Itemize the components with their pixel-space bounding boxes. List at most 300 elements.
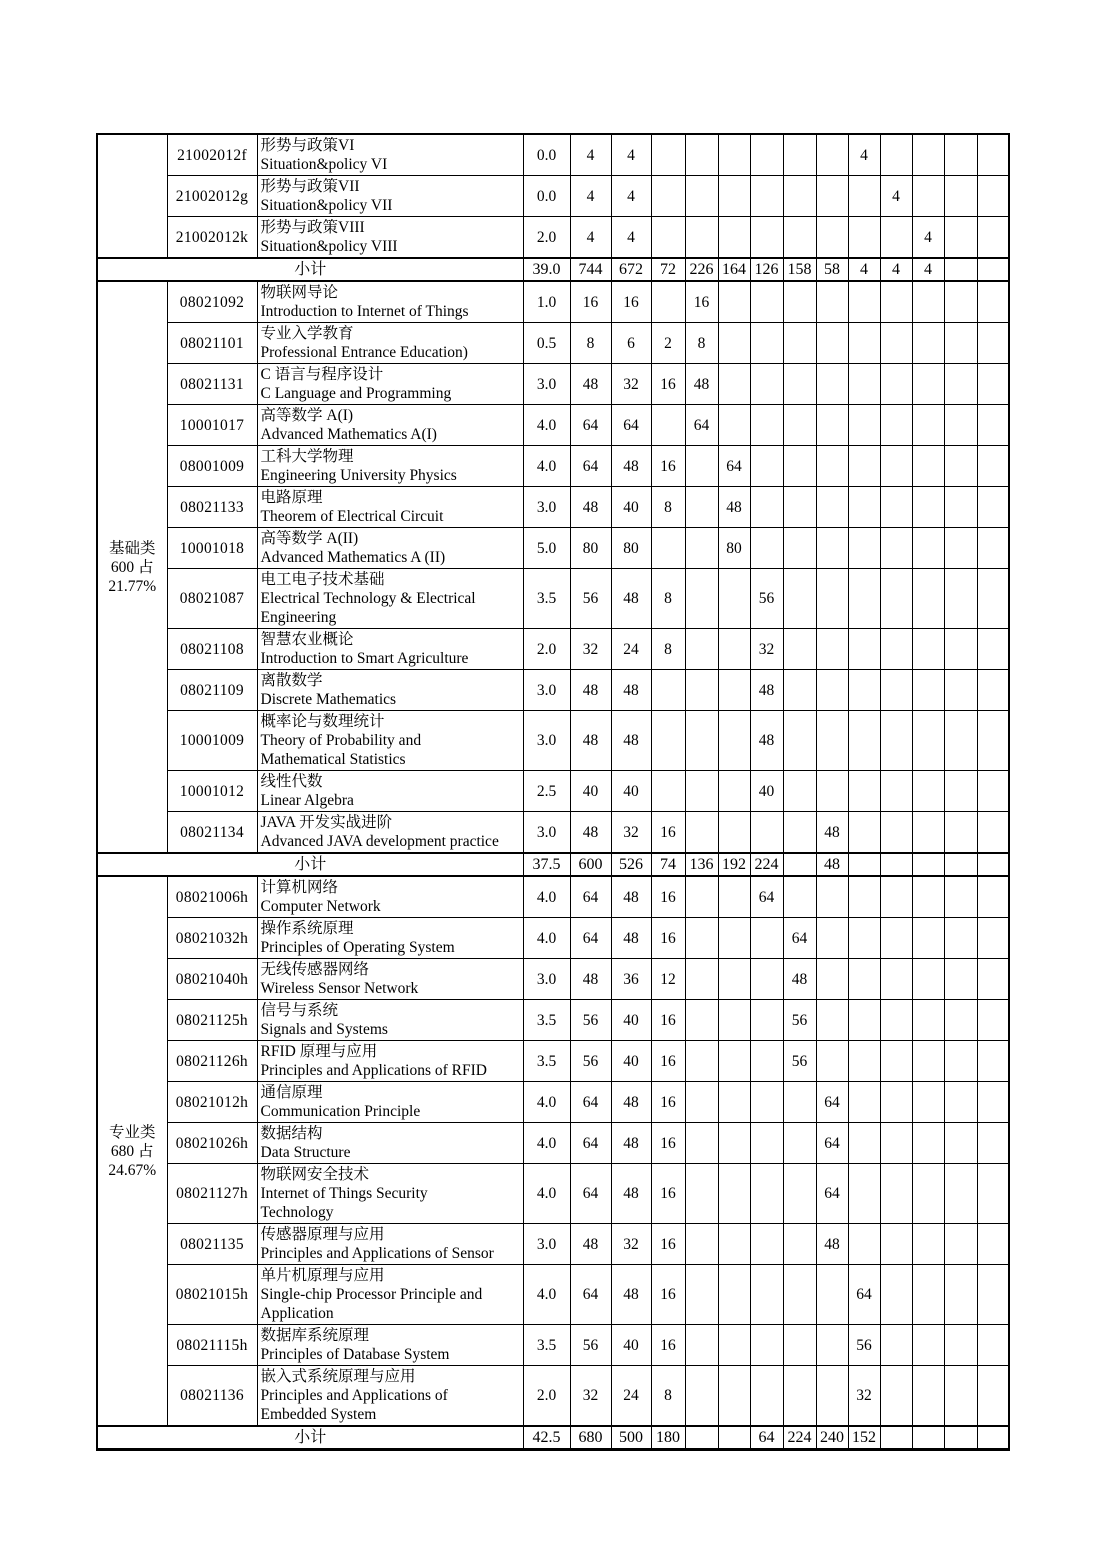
semester-4-hours-cell xyxy=(783,1366,816,1427)
practice-hours-cell: 16 xyxy=(651,364,685,405)
course-code-cell: 21002012f xyxy=(167,134,257,176)
credits-cell: 3.0 xyxy=(523,959,570,1000)
semester-2-hours-cell xyxy=(718,323,750,364)
total-hours-cell: 64 xyxy=(570,405,611,446)
course-name-en-line: Mathematical Statistics xyxy=(260,751,406,768)
practice-hours-cell xyxy=(651,176,685,217)
semester-4-hours-cell xyxy=(783,528,816,569)
subtotal-practice-cell: 74 xyxy=(651,853,685,876)
semester-2-hours-cell xyxy=(718,217,750,259)
practice-hours-cell xyxy=(651,771,685,812)
semester-8-hours-cell xyxy=(912,670,944,711)
course-name-zh: 单片机原理与应用 xyxy=(260,1267,385,1284)
practice-hours-cell: 16 xyxy=(651,446,685,487)
total-hours-cell: 48 xyxy=(570,487,611,528)
course-name-cell xyxy=(257,323,523,364)
course-name-zh: 专业入学教育 xyxy=(260,325,354,342)
semester-1-hours-cell xyxy=(685,569,718,629)
table-row xyxy=(97,1366,1009,1427)
course-name-cell xyxy=(257,629,523,670)
course-name-cell xyxy=(257,446,523,487)
credits-cell: 4.0 xyxy=(523,1082,570,1123)
semester-8-hours-cell: 4 xyxy=(912,217,944,259)
semester-2-hours-cell xyxy=(718,629,750,670)
semester-4-hours-cell xyxy=(783,711,816,771)
semester-5-hours-cell xyxy=(816,1265,848,1325)
table-row xyxy=(97,1164,1009,1224)
lecture-hours-cell: 36 xyxy=(611,959,651,1000)
credits-cell: 2.0 xyxy=(523,629,570,670)
semester-3-hours-cell xyxy=(750,1000,783,1041)
course-code-cell: 08001009 xyxy=(167,446,257,487)
practice-hours-cell xyxy=(651,670,685,711)
extra-cell xyxy=(944,918,977,959)
practice-hours-cell xyxy=(651,217,685,259)
course-code-cell: 08021136 xyxy=(167,1366,257,1427)
total-hours-cell: 56 xyxy=(570,569,611,629)
total-hours-cell: 56 xyxy=(570,1000,611,1041)
extra-cell xyxy=(977,918,1009,959)
course-name-cell xyxy=(257,918,523,959)
course-name-en-line: Discrete Mathematics xyxy=(260,691,397,708)
lecture-hours-cell: 4 xyxy=(611,134,651,176)
semester-8-hours-cell xyxy=(912,1366,944,1427)
semester-4-hours-cell xyxy=(783,364,816,405)
table-row xyxy=(97,629,1009,670)
semester-2-hours-cell xyxy=(718,1082,750,1123)
semester-3-hours-cell: 32 xyxy=(750,629,783,670)
lecture-hours-cell: 48 xyxy=(611,569,651,629)
credits-cell: 4.0 xyxy=(523,876,570,918)
semester-5-hours-cell xyxy=(816,528,848,569)
subtotal-semester-7-cell xyxy=(880,853,912,876)
semester-6-hours-cell xyxy=(848,405,880,446)
extra-cell xyxy=(944,853,977,876)
semester-5-hours-cell xyxy=(816,711,848,771)
course-name-zh: 智慧农业概论 xyxy=(260,631,354,648)
lecture-hours-cell: 48 xyxy=(611,918,651,959)
credits-cell: 3.0 xyxy=(523,711,570,771)
semester-5-hours-cell xyxy=(816,446,848,487)
course-name-zh: 无线传感器网络 xyxy=(260,961,370,978)
semester-2-hours-cell: 64 xyxy=(718,446,750,487)
semester-3-hours-cell xyxy=(750,1224,783,1265)
course-code-cell: 08021101 xyxy=(167,323,257,364)
practice-hours-cell: 16 xyxy=(651,1123,685,1164)
semester-4-hours-cell: 48 xyxy=(783,959,816,1000)
semester-3-hours-cell: 56 xyxy=(750,569,783,629)
subtotal-lecture-cell: 526 xyxy=(611,853,651,876)
extra-cell xyxy=(944,1082,977,1123)
credits-cell: 3.5 xyxy=(523,1041,570,1082)
semester-2-hours-cell xyxy=(718,670,750,711)
credits-cell: 0.0 xyxy=(523,176,570,217)
semester-2-hours-cell xyxy=(718,569,750,629)
course-name-en-line: Theory of Probability and xyxy=(260,732,422,749)
semester-4-hours-cell xyxy=(783,1325,816,1366)
course-name-zh: 数据库系统原理 xyxy=(260,1327,370,1344)
semester-3-hours-cell xyxy=(750,176,783,217)
course-name-cell xyxy=(257,1041,523,1082)
semester-5-hours-cell xyxy=(816,918,848,959)
semester-1-hours-cell xyxy=(685,876,718,918)
semester-8-hours-cell xyxy=(912,487,944,528)
lecture-hours-cell: 40 xyxy=(611,771,651,812)
category-cell xyxy=(97,876,167,1426)
course-name-en-line: Wireless Sensor Network xyxy=(260,980,419,997)
semester-5-hours-cell: 64 xyxy=(816,1082,848,1123)
course-name-cell xyxy=(257,217,523,259)
subtotal-semester-4-cell xyxy=(783,853,816,876)
category-label-line: 600 占 xyxy=(110,558,154,576)
total-hours-cell: 64 xyxy=(570,446,611,487)
course-name-en-line: Situation&policy VIII xyxy=(260,238,398,255)
semester-7-hours-cell xyxy=(880,134,912,176)
semester-3-hours-cell xyxy=(750,959,783,1000)
course-name-cell xyxy=(257,569,523,629)
credits-cell: 3.0 xyxy=(523,812,570,854)
course-code-cell: 08021092 xyxy=(167,281,257,323)
subtotal-semester-6-cell: 152 xyxy=(848,1426,880,1449)
semester-1-hours-cell xyxy=(685,487,718,528)
course-name-zh: 信号与系统 xyxy=(260,1002,339,1019)
semester-5-hours-cell xyxy=(816,569,848,629)
total-hours-cell: 48 xyxy=(570,812,611,854)
semester-5-hours-cell xyxy=(816,134,848,176)
semester-2-hours-cell: 80 xyxy=(718,528,750,569)
semester-8-hours-cell xyxy=(912,959,944,1000)
table-row xyxy=(97,323,1009,364)
total-hours-cell: 4 xyxy=(570,176,611,217)
semester-2-hours-cell xyxy=(718,1224,750,1265)
category-label-line: 基础类 xyxy=(108,539,156,557)
total-hours-cell: 32 xyxy=(570,1366,611,1427)
semester-4-hours-cell xyxy=(783,812,816,854)
semester-1-hours-cell: 8 xyxy=(685,323,718,364)
extra-cell xyxy=(977,771,1009,812)
course-code-cell: 08021127h xyxy=(167,1164,257,1224)
practice-hours-cell: 8 xyxy=(651,1366,685,1427)
semester-7-hours-cell xyxy=(880,487,912,528)
subtotal-semester-8-cell: 4 xyxy=(912,258,944,281)
lecture-hours-cell: 40 xyxy=(611,487,651,528)
extra-cell xyxy=(977,281,1009,323)
semester-6-hours-cell xyxy=(848,1164,880,1224)
practice-hours-cell: 12 xyxy=(651,959,685,1000)
extra-cell xyxy=(977,812,1009,854)
subtotal-total-cell: 744 xyxy=(570,258,611,281)
semester-5-hours-cell xyxy=(816,364,848,405)
extra-cell xyxy=(977,569,1009,629)
semester-5-hours-cell xyxy=(816,1041,848,1082)
semester-6-hours-cell xyxy=(848,876,880,918)
semester-5-hours-cell: 48 xyxy=(816,812,848,854)
course-name-zh: 操作系统原理 xyxy=(260,920,354,937)
course-name-en-line: Internet of Things Security xyxy=(260,1185,428,1202)
semester-1-hours-cell xyxy=(685,446,718,487)
extra-cell xyxy=(977,629,1009,670)
semester-2-hours-cell xyxy=(718,1000,750,1041)
lecture-hours-cell: 48 xyxy=(611,1123,651,1164)
semester-3-hours-cell xyxy=(750,1082,783,1123)
extra-cell xyxy=(977,876,1009,918)
credits-cell: 4.0 xyxy=(523,1164,570,1224)
lecture-hours-cell: 48 xyxy=(611,446,651,487)
credits-cell: 2.0 xyxy=(523,1366,570,1427)
table-row xyxy=(97,405,1009,446)
semester-1-hours-cell xyxy=(685,134,718,176)
course-name-cell xyxy=(257,1325,523,1366)
semester-4-hours-cell xyxy=(783,876,816,918)
credits-cell: 5.0 xyxy=(523,528,570,569)
lecture-hours-cell: 32 xyxy=(611,1224,651,1265)
extra-cell xyxy=(977,1265,1009,1325)
course-name-zh: 数据结构 xyxy=(260,1125,323,1142)
course-code-cell: 08021006h xyxy=(167,876,257,918)
semester-2-hours-cell xyxy=(718,405,750,446)
practice-hours-cell xyxy=(651,134,685,176)
table-row xyxy=(97,134,1009,176)
extra-cell xyxy=(944,711,977,771)
semester-5-hours-cell xyxy=(816,629,848,670)
semester-3-hours-cell xyxy=(750,446,783,487)
course-name-zh: 高等数学 A(II) xyxy=(260,530,359,547)
subtotal-semester-4-cell: 158 xyxy=(783,258,816,281)
course-name-en-line: Advanced Mathematics A (II) xyxy=(260,549,446,566)
course-code-cell: 21002012g xyxy=(167,176,257,217)
semester-3-hours-cell xyxy=(750,281,783,323)
semester-4-hours-cell xyxy=(783,1164,816,1224)
practice-hours-cell: 16 xyxy=(651,876,685,918)
semester-1-hours-cell: 48 xyxy=(685,364,718,405)
lecture-hours-cell: 16 xyxy=(611,281,651,323)
table-row xyxy=(97,1325,1009,1366)
extra-cell xyxy=(944,1224,977,1265)
course-name-cell xyxy=(257,364,523,405)
semester-3-hours-cell xyxy=(750,1265,783,1325)
extra-cell xyxy=(944,323,977,364)
extra-cell xyxy=(944,217,977,259)
semester-1-hours-cell xyxy=(685,217,718,259)
course-name-en-line: Technology xyxy=(260,1204,334,1221)
semester-5-hours-cell xyxy=(816,959,848,1000)
subtotal-row xyxy=(97,853,1009,876)
table-section xyxy=(97,281,1009,876)
semester-6-hours-cell xyxy=(848,1041,880,1082)
course-name-cell xyxy=(257,670,523,711)
course-name-zh: RFID 原理与应用 xyxy=(260,1043,378,1060)
extra-cell xyxy=(977,405,1009,446)
course-name-en-line: Introduction to Smart Agriculture xyxy=(260,650,469,667)
subtotal-semester-7-cell xyxy=(880,1426,912,1449)
subtotal-lecture-cell: 672 xyxy=(611,258,651,281)
credits-cell: 3.0 xyxy=(523,670,570,711)
extra-cell xyxy=(977,528,1009,569)
extra-cell xyxy=(977,853,1009,876)
semester-2-hours-cell xyxy=(718,1366,750,1427)
semester-7-hours-cell xyxy=(880,670,912,711)
course-code-cell: 08021087 xyxy=(167,569,257,629)
credits-cell: 4.0 xyxy=(523,446,570,487)
extra-cell xyxy=(944,1041,977,1082)
extra-cell xyxy=(977,1164,1009,1224)
subtotal-semester-1-cell xyxy=(685,1426,718,1449)
lecture-hours-cell: 40 xyxy=(611,1000,651,1041)
semester-1-hours-cell xyxy=(685,528,718,569)
semester-6-hours-cell xyxy=(848,528,880,569)
subtotal-semester-3-cell: 64 xyxy=(750,1426,783,1449)
total-hours-cell: 56 xyxy=(570,1325,611,1366)
table-row xyxy=(97,446,1009,487)
course-code-cell: 08021131 xyxy=(167,364,257,405)
extra-cell xyxy=(977,1366,1009,1427)
course-name-en-line: Situation&policy VII xyxy=(260,197,393,214)
semester-8-hours-cell xyxy=(912,812,944,854)
lecture-hours-cell: 48 xyxy=(611,1265,651,1325)
lecture-hours-cell: 80 xyxy=(611,528,651,569)
semester-1-hours-cell xyxy=(685,176,718,217)
semester-4-hours-cell xyxy=(783,771,816,812)
course-name-zh: 概率论与数理统计 xyxy=(260,713,385,730)
semester-5-hours-cell xyxy=(816,487,848,528)
semester-1-hours-cell xyxy=(685,1366,718,1427)
extra-cell xyxy=(977,711,1009,771)
course-name-en-line: Signals and Systems xyxy=(260,1021,388,1038)
subtotal-semester-2-cell xyxy=(718,1426,750,1449)
course-name-zh: 物联网安全技术 xyxy=(260,1166,370,1183)
semester-2-hours-cell xyxy=(718,1164,750,1224)
semester-3-hours-cell: 48 xyxy=(750,670,783,711)
semester-6-hours-cell xyxy=(848,711,880,771)
practice-hours-cell: 16 xyxy=(651,1082,685,1123)
semester-8-hours-cell xyxy=(912,323,944,364)
semester-7-hours-cell xyxy=(880,918,912,959)
semester-3-hours-cell xyxy=(750,217,783,259)
course-name-zh: 线性代数 xyxy=(260,773,323,790)
semester-1-hours-cell xyxy=(685,1000,718,1041)
course-name-en-line: Communication Principle xyxy=(260,1103,421,1120)
semester-2-hours-cell xyxy=(718,134,750,176)
subtotal-semester-5-cell: 48 xyxy=(816,853,848,876)
extra-cell xyxy=(944,1366,977,1427)
credits-cell: 2.0 xyxy=(523,217,570,259)
extra-cell xyxy=(944,258,977,281)
semester-6-hours-cell: 4 xyxy=(848,134,880,176)
semester-2-hours-cell xyxy=(718,711,750,771)
semester-8-hours-cell xyxy=(912,711,944,771)
lecture-hours-cell: 4 xyxy=(611,217,651,259)
semester-7-hours-cell xyxy=(880,711,912,771)
course-code-cell: 08021134 xyxy=(167,812,257,854)
credits-cell: 4.0 xyxy=(523,405,570,446)
semester-2-hours-cell xyxy=(718,176,750,217)
table-row xyxy=(97,1224,1009,1265)
extra-cell xyxy=(977,959,1009,1000)
total-hours-cell: 48 xyxy=(570,959,611,1000)
extra-cell xyxy=(944,959,977,1000)
course-name-en-line: Single-chip Processor Principle and xyxy=(260,1286,483,1303)
course-name-en-line: Computer Network xyxy=(260,898,381,915)
semester-6-hours-cell xyxy=(848,569,880,629)
credits-cell: 3.5 xyxy=(523,569,570,629)
semester-2-hours-cell xyxy=(718,281,750,323)
course-name-zh: 形势与政策VI xyxy=(260,137,355,154)
course-code-cell: 08021026h xyxy=(167,1123,257,1164)
extra-cell xyxy=(944,670,977,711)
semester-4-hours-cell xyxy=(783,281,816,323)
lecture-hours-cell: 40 xyxy=(611,1041,651,1082)
extra-cell xyxy=(944,771,977,812)
semester-4-hours-cell xyxy=(783,405,816,446)
semester-8-hours-cell xyxy=(912,1123,944,1164)
semester-1-hours-cell xyxy=(685,959,718,1000)
semester-6-hours-cell xyxy=(848,1123,880,1164)
subtotal-total-cell: 600 xyxy=(570,853,611,876)
course-name-zh: 嵌入式系统原理与应用 xyxy=(260,1368,416,1385)
credits-cell: 4.0 xyxy=(523,918,570,959)
semester-7-hours-cell xyxy=(880,1366,912,1427)
course-name-en-line: Professional Entrance Education) xyxy=(260,344,468,361)
total-hours-cell: 48 xyxy=(570,670,611,711)
semester-6-hours-cell xyxy=(848,176,880,217)
course-name-zh: 离散数学 xyxy=(260,672,323,689)
subtotal-semester-8-cell xyxy=(912,853,944,876)
course-name-cell xyxy=(257,812,523,854)
extra-cell xyxy=(944,487,977,528)
extra-cell xyxy=(977,217,1009,259)
course-name-en-line: C Language and Programming xyxy=(260,385,452,402)
subtotal-semester-8-cell xyxy=(912,1426,944,1449)
table-section xyxy=(97,134,1009,281)
course-code-cell: 08021108 xyxy=(167,629,257,670)
course-name-zh: 形势与政策VII xyxy=(260,178,360,195)
table-row xyxy=(97,217,1009,259)
subtotal-semester-3-cell: 126 xyxy=(750,258,783,281)
table-row xyxy=(97,771,1009,812)
subtotal-credits-cell: 37.5 xyxy=(523,853,570,876)
lecture-hours-cell: 24 xyxy=(611,629,651,670)
semester-3-hours-cell xyxy=(750,487,783,528)
credits-cell: 4.0 xyxy=(523,1265,570,1325)
practice-hours-cell: 16 xyxy=(651,1041,685,1082)
semester-3-hours-cell xyxy=(750,134,783,176)
semester-7-hours-cell xyxy=(880,959,912,1000)
practice-hours-cell: 16 xyxy=(651,1000,685,1041)
extra-cell xyxy=(944,1164,977,1224)
table-row xyxy=(97,487,1009,528)
subtotal-semester-1-cell: 136 xyxy=(685,853,718,876)
extra-cell xyxy=(944,528,977,569)
semester-4-hours-cell xyxy=(783,629,816,670)
semester-2-hours-cell xyxy=(718,959,750,1000)
table-row xyxy=(97,1123,1009,1164)
semester-8-hours-cell xyxy=(912,528,944,569)
subtotal-credits-cell: 42.5 xyxy=(523,1426,570,1449)
extra-cell xyxy=(977,258,1009,281)
course-name-zh: 传感器原理与应用 xyxy=(260,1226,385,1243)
course-name-en-line: Principles of Operating System xyxy=(260,939,455,956)
semester-3-hours-cell xyxy=(750,1164,783,1224)
extra-cell xyxy=(944,176,977,217)
lecture-hours-cell: 64 xyxy=(611,405,651,446)
course-code-cell: 10001009 xyxy=(167,711,257,771)
course-code-cell: 10001017 xyxy=(167,405,257,446)
table-row xyxy=(97,528,1009,569)
semester-2-hours-cell: 48 xyxy=(718,487,750,528)
extra-cell xyxy=(944,1000,977,1041)
extra-cell xyxy=(944,812,977,854)
extra-cell xyxy=(944,1426,977,1449)
